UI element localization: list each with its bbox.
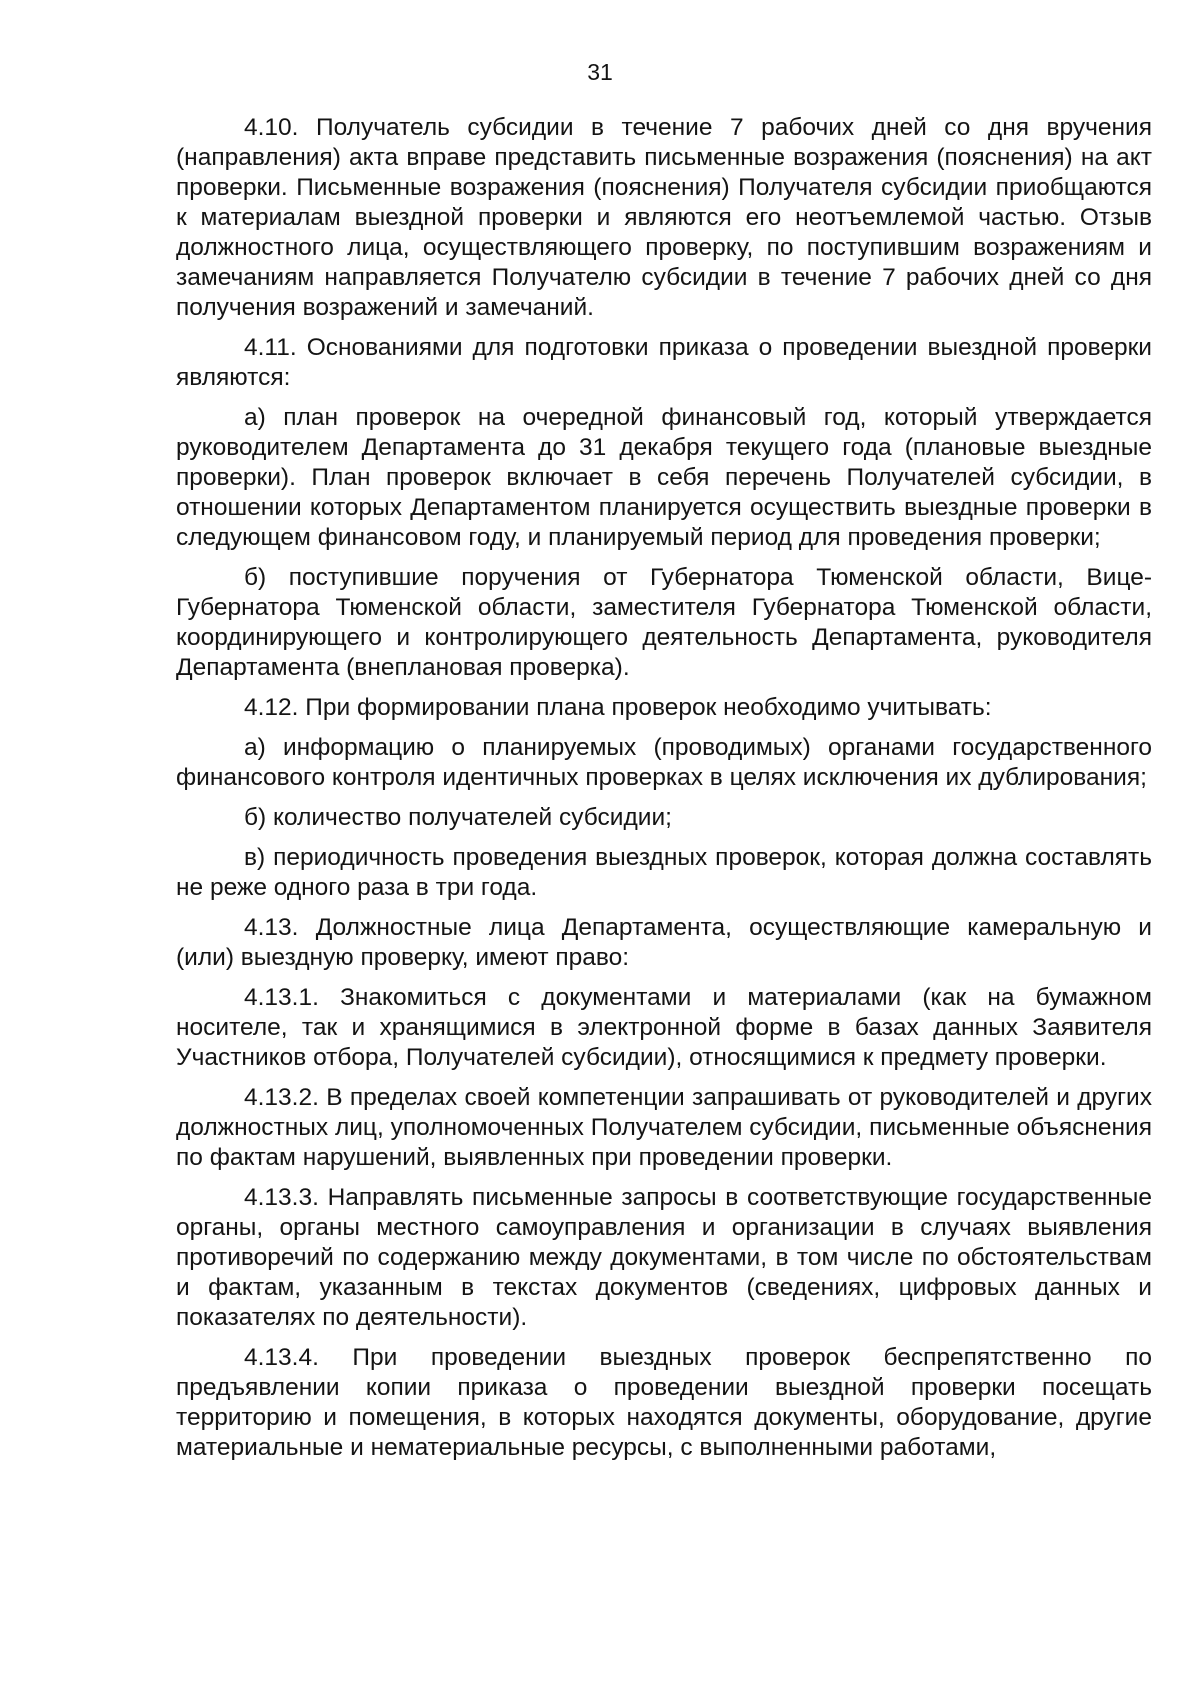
paragraph-4-11: 4.11. Основаниями для подготовки приказа о проведении выездной проверки являются: [176,334,1152,391]
paragraph-4-12: 4.12. При формировании плана проверок необходимо учитывать: [244,694,992,721]
paragraph-4-13-3: 4.13.3. Направлять письменные запросы в соответствующие государственные органы, органы местного самоуправления и организации в случаях выявления противоречий по содержанию между документами, в том числе по обстоятельствам и фактам, указанным в текстах документов (сведениях, цифровых данных и показателях по деятельности). [176,1184,1152,1331]
paragraph-4-10: 4.10. Получатель субсидии в течение 7 рабочих дней со дня вручения (направления) акта вправе представить письменные возражения (пояснения) на акт проверки. Письменные возражения (пояснения) Получателя субсидии приобщаются к материалам выездной проверки и являются его неотъемлемой частью. Отзыв должностного лица, осуществляющего проверку, по поступившим возражениям и замечаниям направляется Получателю субсидии в течение 7 рабочих дней со дня получения возражений и замечаний. [176,114,1152,321]
paragraph-4-12-a: а) информацию о планируемых (проводимых) органами государственного финансового контроля идентичных проверках в целях исключения их дублирования; [176,734,1152,791]
paragraph-4-12-v: в) периодичность проведения выездных проверок, которая должна составлять не реже одного раза в три года. [176,844,1152,901]
paragraph-4-13-1: 4.13.1. Знакомиться с документами и материалами (как на бумажном носителе, так и хранящимися в электронной форме в базах данных Заявителя Участников отбора, Получателей субсидии), относящимися к предмету проверки. [176,984,1152,1071]
page-number: 31 [587,59,613,85]
paragraph-4-13-4: 4.13.4. При проведении выездных проверок беспрепятственно по предъявлении копии приказа о проведении выездной проверки посещать территорию и помещения, в которых находятся документы, оборудование, другие материальные и нематериальные ресурсы, с выполненными работами, [176,1344,1152,1461]
paragraph-4-13-2: 4.13.2. В пределах своей компетенции запрашивать от руководителей и других должностных лиц, уполномоченных Получателем субсидии, письменные объяснения по фактам нарушений, выявленных при проведении проверки. [176,1084,1152,1171]
paragraph-4-11-b: б) поступившие поручения от Губернатора Тюменской области, Вице-Губернатора Тюменской области, заместителя Губернатора Тюменской области, координирующего и контролирующего деятельность Департамента, руководителя Департамента (внеплановая проверка). [176,564,1152,681]
paragraph-4-13: 4.13. Должностные лица Департамента, осуществляющие камеральную и (или) выездную проверку, имеют право: [176,914,1152,971]
paragraph-4-12-b: б) количество получателей субсидии; [244,804,672,831]
paragraph-4-11-a: а) план проверок на очередной финансовый год, который утверждается руководителем Департамента до 31 декабря текущего года (плановые выездные проверки). План проверок включает в себя перечень Получателей субсидии, в отношении которых Департаментом планируется осуществить выездные проверки в следующем финансовом году, и планируемый период для проведения проверки; [176,404,1152,551]
document-body [176,113,1152,1473]
